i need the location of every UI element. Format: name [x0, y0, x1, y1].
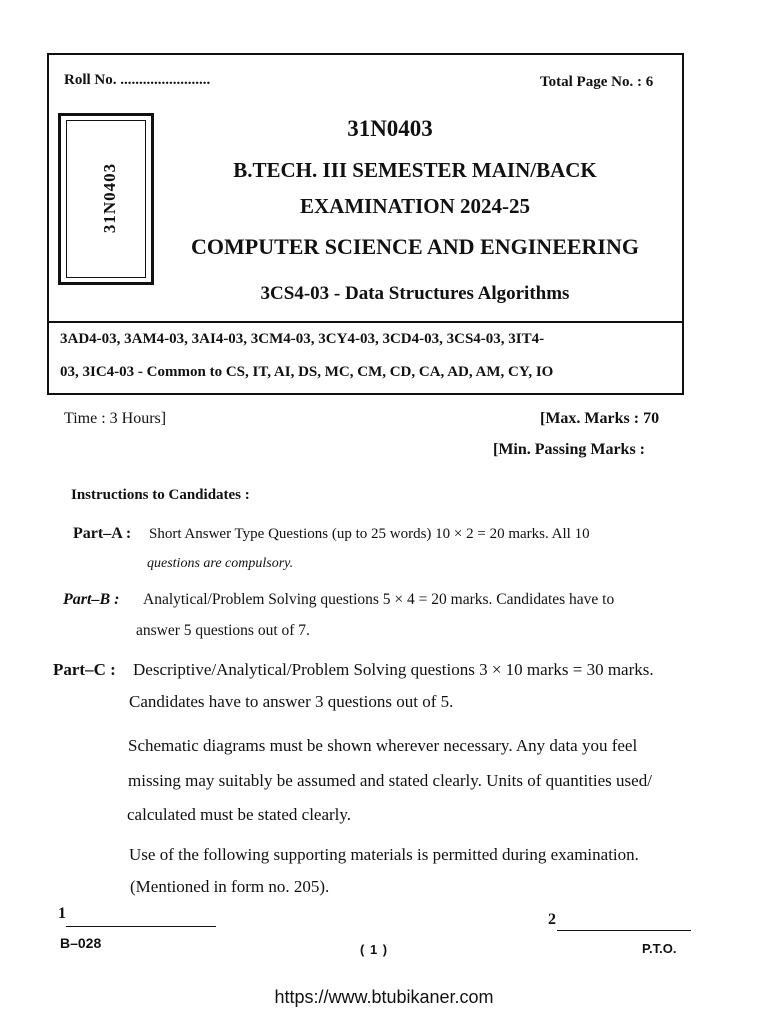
subject-title: 3CS4-03 - Data Structures Algorithms: [260, 283, 570, 304]
exam-title-line2: EXAMINATION 2024-25: [299, 194, 531, 218]
time-label: [64, 410, 166, 428]
part-c-line1: Descriptive/Analytical/Problem Solving questions 3 × 10 marks = 30 marks.: [133, 660, 654, 679]
support-line2: (Mentioned in form no. 205).: [130, 877, 330, 896]
paper-code: 31N0403: [347, 116, 433, 141]
pto-label: P.T.O.: [642, 941, 677, 956]
part-c-line2: Candidates have to answer 3 questions out of 5.: [129, 692, 454, 711]
part-a-label: Part–A :: [73, 525, 132, 542]
branch-title: COMPUTER SCIENCE AND ENGINEERING: [190, 234, 639, 259]
support-line1: Use of the following supporting materials is permitted during examination.: [129, 845, 639, 864]
booklet-code: B–028: [60, 935, 102, 951]
part-b-line1: Analytical/Problem Solving questions 5 × 4 = 20 marks. Candidates have to: [143, 591, 615, 608]
note-line2: missing may suitably be assumed and stated clearly. Units of quantities used/: [128, 771, 652, 790]
part-a-line1: Short Answer Type Questions (up to 25 words) 10 × 2 = 20 marks. All 10: [149, 526, 590, 542]
page-number: ( 1 ): [360, 942, 389, 957]
note-line1: Schematic diagrams must be shown wherever necessary. Any data you feel: [128, 736, 638, 755]
part-b-line2: answer 5 questions out of 7.: [136, 622, 310, 639]
part-b-label: Part–B :: [63, 591, 120, 608]
min-passing-marks: [Min. Passing Marks :: [493, 441, 645, 458]
support-item-1-blank: [66, 926, 216, 927]
exam-title-line1: B.TECH. III SEMESTER MAIN/BACK: [233, 158, 597, 182]
time-text: Time : 3 Hours]: [64, 410, 167, 427]
roll-no-label: Roll No. ........................: [64, 72, 211, 88]
vertical-paper-code: 31N0403: [100, 162, 119, 234]
total-pages: Total Page No. : 6: [540, 74, 654, 90]
support-item-1-number: 1: [58, 905, 66, 922]
common-codes-line1: 3AD4-03, 3AM4-03, 3AI4-03, 3CM4-03, 3CY4-03, 3CD4-03, 3CS4-03, 3IT4-: [60, 331, 545, 347]
max-marks: [Max. Marks : 70: [540, 410, 660, 427]
part-a-line2: questions are compulsory.: [147, 556, 294, 571]
note-line3: calculated must be stated clearly.: [127, 805, 352, 824]
header-divider: [47, 321, 684, 323]
website-url[interactable]: https://www.btubikaner.com: [274, 987, 494, 1007]
instructions-heading: Instructions to Candidates :: [71, 487, 250, 503]
part-c-label: Part–C :: [53, 660, 116, 679]
support-item-2-number: 2: [548, 911, 556, 928]
support-item-2-blank: [557, 930, 691, 931]
common-codes-line2: 03, 3IC4-03 - Common to CS, IT, AI, DS, MC, CM, CD, CA, AD, AM, CY, IO: [60, 364, 554, 380]
